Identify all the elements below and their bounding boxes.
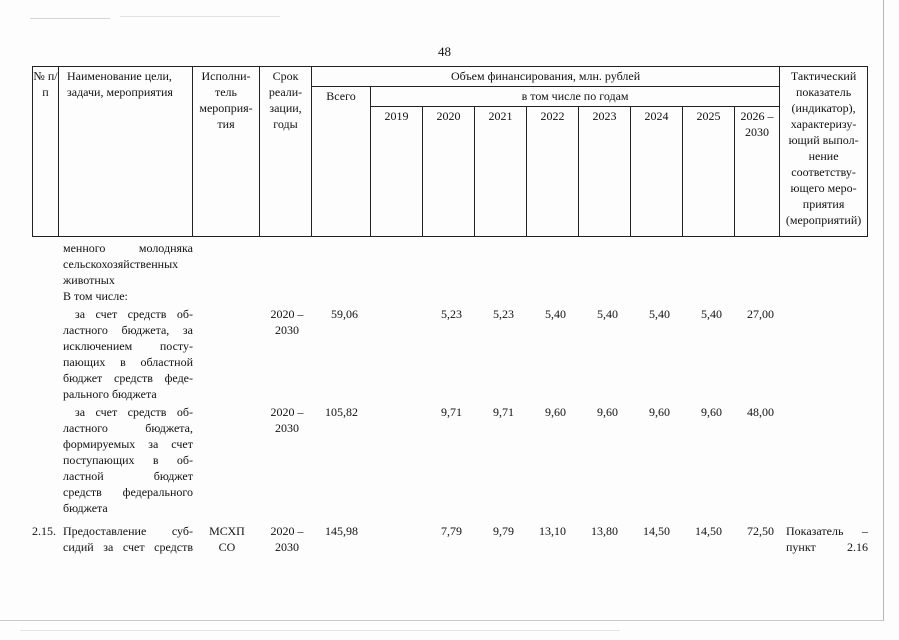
header-col-name: Наименование цели, задачи, мероприятия <box>59 67 193 237</box>
text-line: ластной бюджет <box>63 469 193 483</box>
text-line: исключением посту- <box>63 339 193 353</box>
row-value-2022: 5,40 <box>545 307 566 321</box>
header-col-total: Всего <box>312 87 371 237</box>
header-col-executor: Исполни-тель мероприя-тия <box>193 67 260 237</box>
header-year: 2022 <box>527 107 579 237</box>
row-value-2020: 5,23 <box>441 307 462 321</box>
text-line: СО <box>218 540 236 554</box>
row-value-2025: 14,50 <box>695 524 722 538</box>
row-term <box>262 523 312 555</box>
header-year: 2023 <box>579 107 631 237</box>
header-year: 2026 – 2030 <box>735 107 780 237</box>
row-value-2026-2030: 48,00 <box>747 405 774 419</box>
header-year: 2021 <box>475 107 527 237</box>
text-line: пункт 2.16 <box>786 540 868 554</box>
row-total: 59,06 <box>331 307 358 321</box>
text-line: Показатель – <box>786 524 868 538</box>
text-line: бюджета <box>63 501 108 515</box>
continued-text <box>63 240 193 304</box>
row-value-2025: 5,40 <box>701 307 722 321</box>
header-col-indicator: Тактический показатель (индикатор), характеризу-ющий выпол-нение соответству-ющего меро-приятия (мероприятий) <box>780 67 868 237</box>
text-line: рального бюджета <box>63 387 157 401</box>
row-total: 145,98 <box>325 524 358 538</box>
row-executor <box>196 523 258 555</box>
text-line: 2030 <box>275 323 299 337</box>
text-line: формируемых за счет <box>63 437 193 451</box>
text-line: 2020 – <box>270 524 304 538</box>
row-value-2024: 5,40 <box>649 307 670 321</box>
row-no: 2.15. <box>32 524 56 538</box>
text-line: менного молодняка <box>63 241 193 255</box>
row-value-2021: 9,71 <box>493 405 514 419</box>
row-term <box>262 306 312 338</box>
row-value-2026-2030: 27,00 <box>747 307 774 321</box>
header-year: 2020 <box>423 107 475 237</box>
text-line: за счет средств об- <box>75 307 193 321</box>
text-line: пающих в областной <box>63 355 193 369</box>
row-value-2024: 14,50 <box>643 524 670 538</box>
header-col-no: № п/п <box>33 67 59 237</box>
row-value-2021: 9,79 <box>493 524 514 538</box>
row-value-2024: 9,60 <box>649 405 670 419</box>
header-col-term: Срок реали-зации, годы <box>260 67 312 237</box>
page-number: 48 <box>438 44 451 59</box>
row-total: 105,82 <box>325 405 358 419</box>
row-value-2022: 13,10 <box>539 524 566 538</box>
text-line: ластного бюджета, <box>63 421 193 435</box>
header-col-funding: Объем финансирования, млн. рублей <box>312 67 780 87</box>
text-line: за счет средств об- <box>75 405 193 419</box>
text-line: 2030 <box>275 421 299 435</box>
row-term <box>262 404 312 436</box>
text-line: 2020 – <box>270 405 304 419</box>
text-line: 2020 – <box>270 307 304 321</box>
text-line: сельскохозяйственных <box>63 257 179 271</box>
row-indicator <box>786 523 868 555</box>
row-value-2020: 9,71 <box>441 405 462 419</box>
text-line: ластного бюджета, за <box>63 323 193 337</box>
row-value-2023: 9,60 <box>597 405 618 419</box>
text-line: МСХП <box>209 524 245 538</box>
row-name <box>63 523 193 555</box>
header-year: 2019 <box>371 107 423 237</box>
row-value-2021: 5,23 <box>493 307 514 321</box>
text-line: бюджет средств феде- <box>63 371 193 385</box>
header-year: 2025 <box>683 107 735 237</box>
text-line: средств федерального <box>63 485 193 499</box>
header-col-by-years: в том числе по годам <box>371 87 780 107</box>
text-line: животных <box>63 273 115 287</box>
row-value-2022: 9,60 <box>545 405 566 419</box>
text-line: Предоставление суб- <box>63 524 193 538</box>
header-year: 2024 <box>631 107 683 237</box>
row-value-2025: 9,60 <box>701 405 722 419</box>
text-line: В том числе: <box>63 289 128 303</box>
row-value-2023: 5,40 <box>597 307 618 321</box>
row-name <box>63 306 193 402</box>
row-value-2020: 7,79 <box>441 524 462 538</box>
text-line: 2030 <box>275 540 299 554</box>
text-line: поступающих в об- <box>63 453 193 467</box>
row-value-2026-2030: 72,50 <box>747 524 774 538</box>
text-line: сидий за счет средств <box>63 540 193 554</box>
row-name <box>63 404 193 516</box>
row-value-2023: 13,80 <box>591 524 618 538</box>
